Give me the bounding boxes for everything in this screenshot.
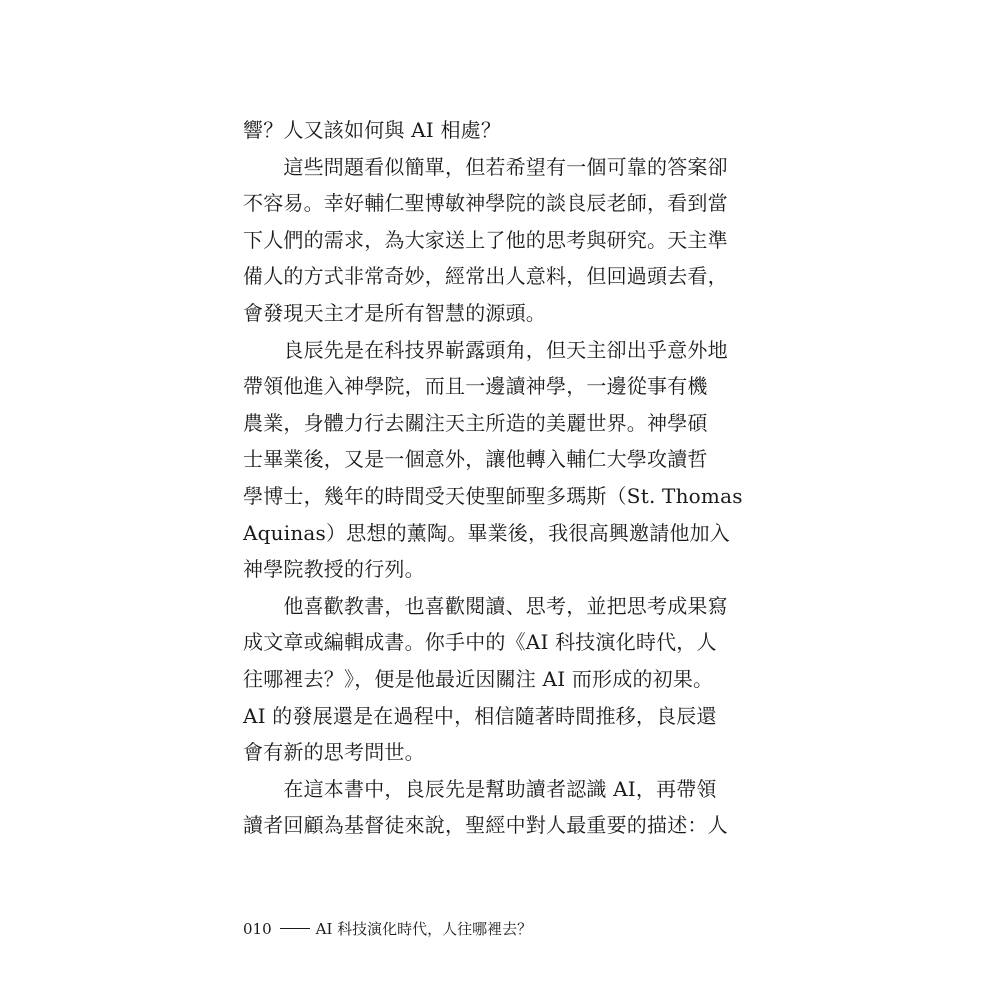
text-line: 讀者回顧為基督徒來說，聖經中對人最重要的描述：人	[243, 813, 728, 838]
text-line: 農業，身體力行去關注天主所造的美麗世界。神學碩	[243, 410, 708, 435]
text-line: 在這本書中，良辰先是幫助讀者認識 AI，再帶領	[243, 776, 717, 801]
text-line: 備人的方式非常奇妙，經常出人意料，但回過頭去看，	[243, 264, 728, 289]
text-line: 會發現天主才是所有智慧的源頭。	[243, 300, 546, 325]
running-title: AI 科技演化時代，人往哪裡去？	[315, 920, 533, 938]
text-line: 下人們的需求，為大家送上了他的思考與研究。天主準	[243, 227, 728, 252]
text-line: 會有新的思考問世。	[243, 740, 425, 765]
running-footer	[243, 917, 532, 941]
text-line: 神學院教授的行列。	[243, 557, 425, 582]
text-line: Aquinas）思想的薰陶。畢業後，我很高興邀請他加入	[243, 520, 730, 545]
text-line: 學博士，幾年的時間受天使聖師聖多瑪斯（St. Thomas	[243, 483, 743, 508]
text-line: 這些問題看似簡單，但若希望有一個可靠的答案卻	[243, 154, 728, 179]
text-line: 帶領他進入神學院，而且一邊讀神學，一邊從事有機	[243, 374, 708, 399]
text-line: 不容易。幸好輔仁聖博敏神學院的談良辰老師，看到當	[243, 191, 728, 216]
text-line: 他喜歡教書，也喜歡閱讀、思考，並把思考成果寫	[243, 593, 728, 618]
text-line: 成文章或編輯成書。你手中的《AI 科技演化時代，人	[243, 630, 717, 655]
text-line: 響？人又該如何與 AI 相處？	[243, 118, 502, 142]
page-number: 010	[243, 920, 272, 938]
text-line: AI 的發展還是在過程中，相信隨著時間推移，良辰還	[243, 703, 717, 728]
text-line: 良辰先是在科技界嶄露頭角，但天主卻出乎意外地	[243, 337, 728, 362]
footer-rule	[280, 928, 310, 929]
text-line: 往哪裡去？》，便是他最近因關注 AI 而形成的初果。	[243, 666, 714, 691]
body-text	[243, 112, 743, 844]
text-line: 士畢業後，又是一個意外，讓他轉入輔仁大學攻讀哲	[243, 447, 708, 472]
